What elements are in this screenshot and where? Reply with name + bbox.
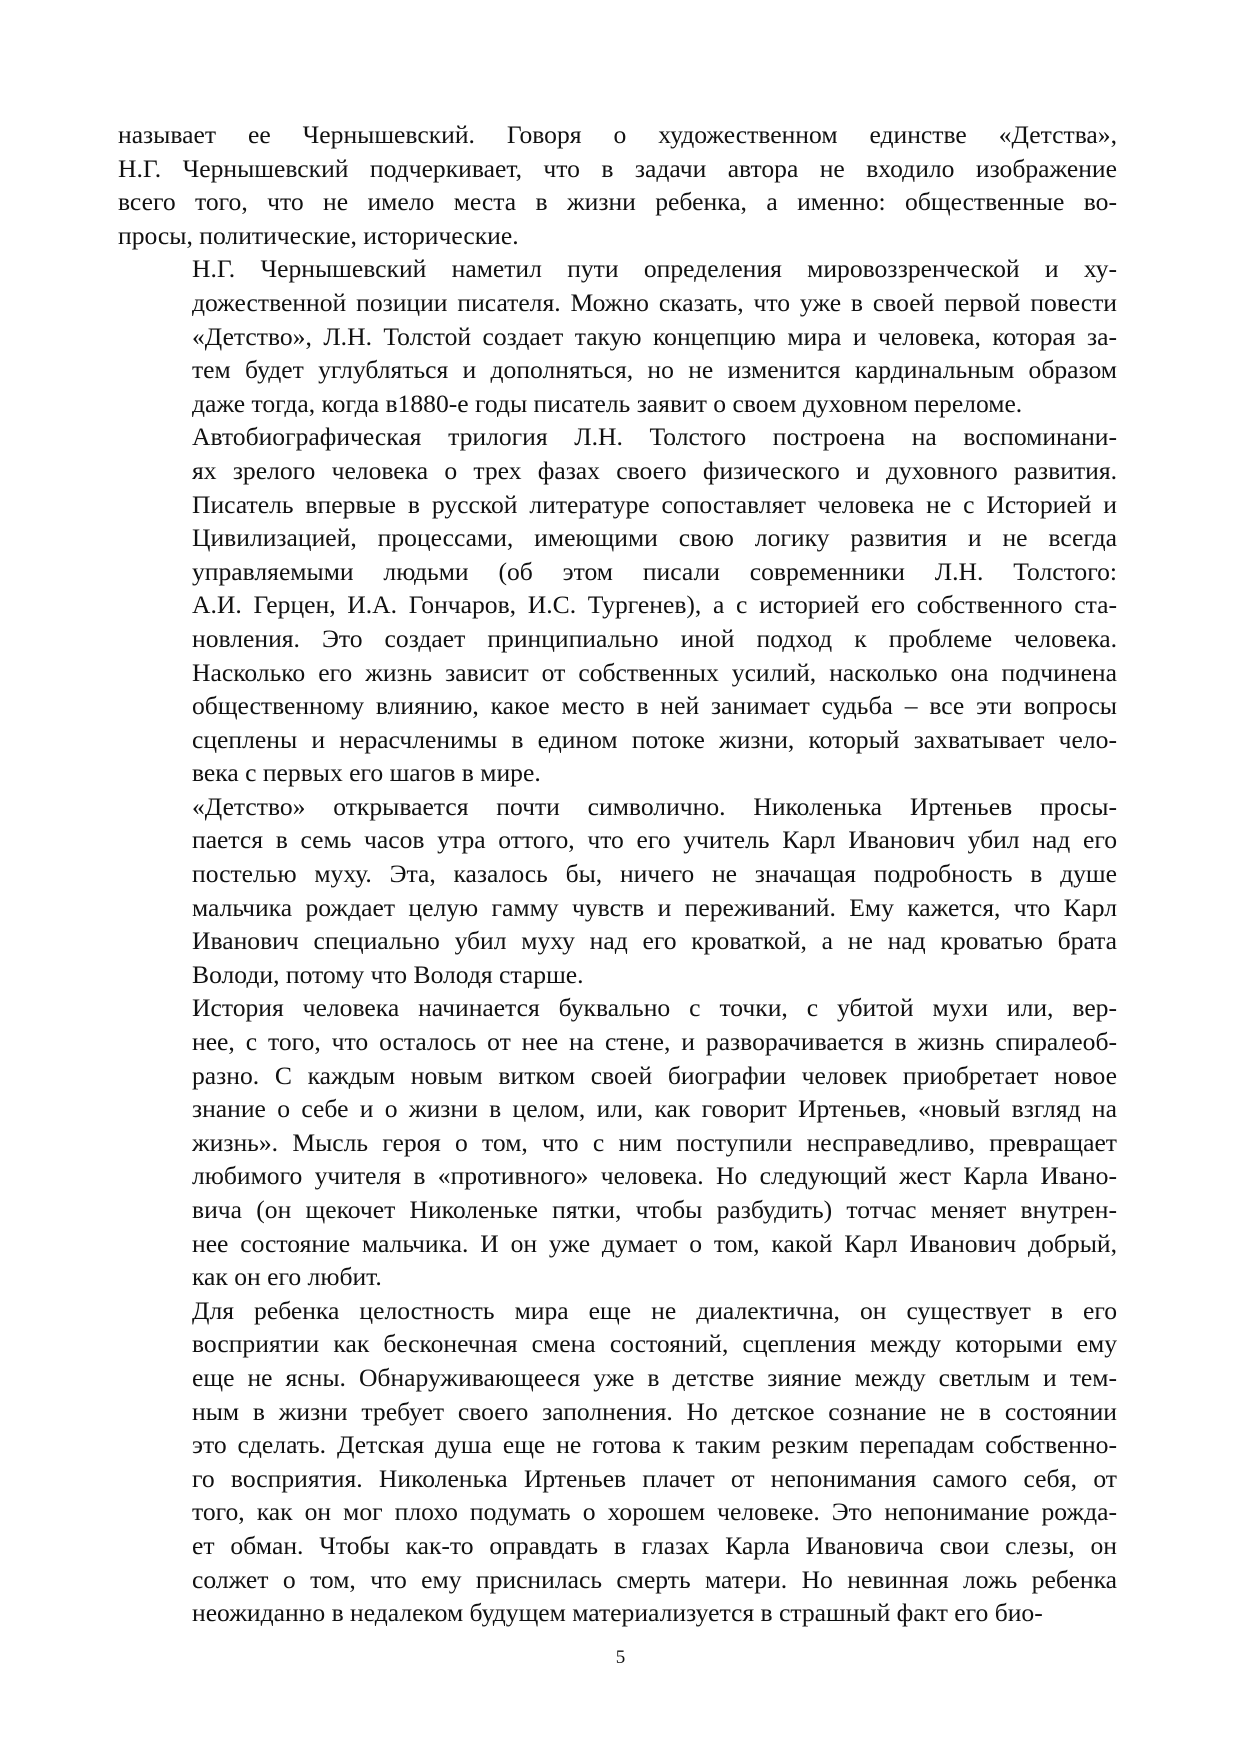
text-line: века с первых его шагов в мире. [192,758,541,788]
text-line: неожиданно в недалеком будущем материализуется в страшный факт его био- [192,1598,1043,1628]
text-line: Иванович специально убил муху над его кроваткой, а не над кроватью брата [192,926,1117,956]
text-line: нее состояние мальчика. И он уже думает о том, какой Карл Иванович добрый, [192,1228,1117,1258]
text-line: дожественной позиции писателя. Можно сказать, что уже в своей первой повести [192,287,1117,317]
text-line: «Детство» открывается почти символично. Николенька Иртеньев просы- [192,791,1117,821]
text-line: того, как он мог плохо подумать о хорошем человеке. Это непонимание рожда- [192,1497,1117,1527]
text-line: общественному влиянию, какое место в ней занимает судьба – все эти вопросы [192,691,1117,721]
text-line: История человека начинается буквально с точки, с убитой мухи или, вер- [192,993,1117,1023]
text-line: Цивилизацией, процессами, имеющими свою логику развития и не всегда [192,523,1117,553]
paragraph [118,118,1117,252]
paragraph [118,991,1117,1293]
text-line: даже тогда, когда в1880-е годы писатель заявит о своем духовном переломе. [192,388,1023,418]
text-line: еще не ясны. Обнаруживающееся уже в детстве зияние между светлым и тем- [192,1362,1117,1392]
text-line: мальчика рождает целую гамму чувств и переживаний. Ему кажется, что Карл [192,892,1117,922]
text-line: просы, политические, исторические. [118,220,519,250]
text-line: ях зрелого человека о трех фазах своего физического и духовного развития. [192,455,1117,485]
text-line: ет обман. Чтобы как-то оправдать в глазах Карла Ивановича свои слезы, он [192,1530,1117,1560]
text-line: всего того, что не имело места в жизни ребенка, а именно: общественные во- [118,187,1117,217]
paragraph [118,252,1117,420]
text-line: знание о себе и о жизни в целом, или, как говорит Иртеньев, «новый взгляд на [192,1094,1117,1124]
text-line: вича (он щекочет Николеньке пятки, чтобы разбудить) тотчас меняет внутрен- [192,1195,1117,1224]
text-line: Автобиографическая трилогия Л.Н. Толстого построена на воспоминани- [192,422,1117,452]
text-line: сцеплены и нерасчленимы в едином потоке жизни, который захватывает чело- [192,724,1117,754]
text-line: пается в семь часов утра оттого, что его учитель Карл Иванович убил над его [192,825,1117,855]
text-line: управляемыми людьми (об этом писали современники Л.Н. Толстого: [192,556,1117,586]
text-line: новления. Это создает принципиально иной подход к проблеме человека. [192,623,1117,653]
body-text [118,118,1117,1630]
text-line: Володи, потому что Володя старше. [192,959,584,989]
paragraph [118,1294,1117,1630]
text-line: восприятии как бесконечная смена состояний, сцепления между которыми ему [192,1329,1117,1359]
text-line: это сделать. Детская душа еще не готова к таким резким перепадам собственно- [192,1430,1117,1460]
text-line: нее, с того, что осталось от нее на стене, и разворачивается в жизнь спиралеоб- [192,1027,1117,1057]
text-line: как он его любит. [192,1262,382,1292]
text-line: постелью муху. Эта, казалось бы, ничего не значащая подробность в душе [192,859,1117,889]
text-line: Писатель впервые в русской литературе сопоставляет человека не с Историей и [192,489,1117,519]
paragraph [118,420,1117,790]
text-line: жизнь». Мысль героя о том, что с ним поступили несправедливо, превращает [192,1127,1117,1157]
text-line: тем будет углубляться и дополняться, но не изменится кардинальным образом [192,355,1117,385]
text-line: Насколько его жизнь зависит от собственных усилий, насколько она подчинена [192,657,1117,687]
text-line: А.И. Герцен, И.А. Гончаров, И.С. Тургенев), а с историей его собственного ста- [192,590,1117,620]
text-line: солжет о том, что ему приснилась смерть матери. Но невинная ложь ребенка [192,1564,1117,1594]
text-line: Н.Г. Чернышевский наметил пути определения мировоззренческой и ху- [192,254,1117,284]
text-line: любимого учителя в «противного» человека. Но следующий жест Карла Ивано- [192,1161,1117,1191]
text-line: го восприятия. Николенька Иртеньев плачет от непонимания самого себя, от [192,1463,1117,1493]
text-line: ным в жизни требует своего заполнения. Но детское сознание не в состоянии [192,1396,1117,1426]
text-line: Н.Г. Чернышевский подчеркивает, что в задачи автора не входило изображение [118,153,1117,183]
paragraph [118,790,1117,992]
text-line: разно. С каждым новым витком своей биографии человек приобретает новое [192,1060,1117,1090]
text-line: называет ее Чернышевский. Говоря о художественном единстве «Детства», [118,120,1117,149]
page-number: 5 [615,1647,626,1668]
text-line: «Детство», Л.Н. Толстой создает такую концепцию мира и человека, которая за- [192,321,1117,351]
text-line: Для ребенка целостность мира еще не диалектична, он существует в его [192,1295,1117,1325]
